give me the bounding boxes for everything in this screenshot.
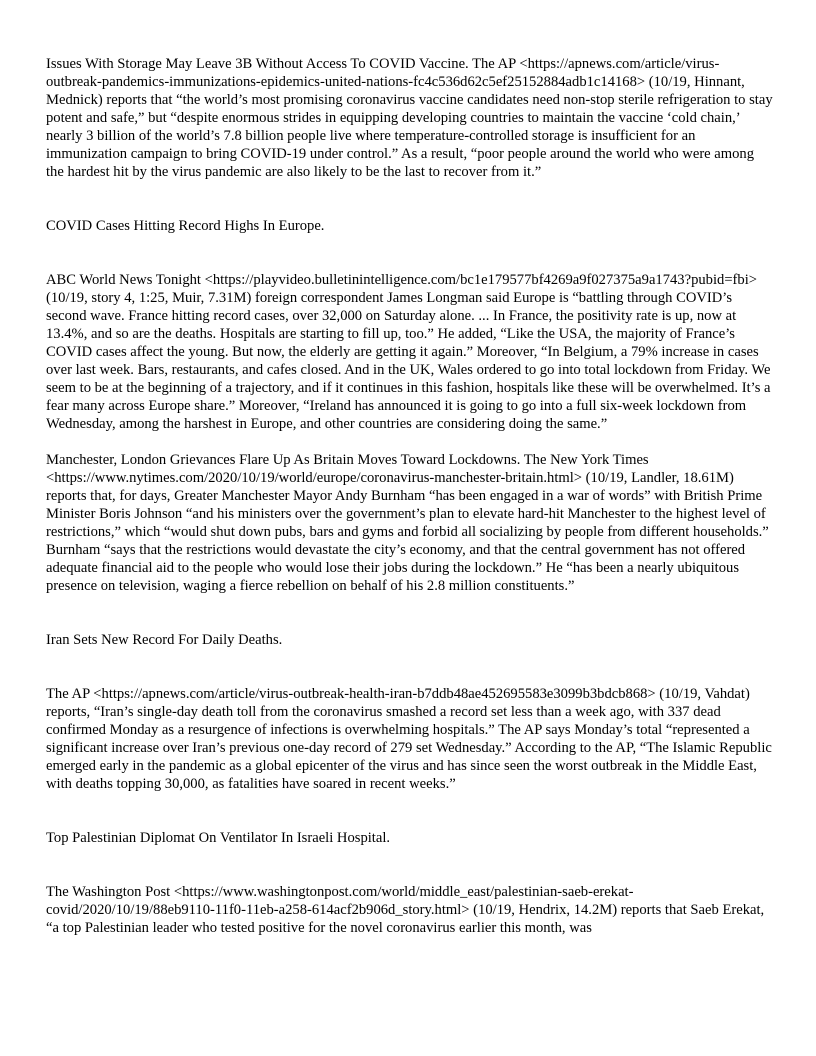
heading-palestinian-diplomat: Top Palestinian Diplomat On Ventilator In Israeli Hospital. [46,830,391,846]
spacer [46,181,774,217]
spacer [46,847,774,883]
heading-europe-cases: COVID Cases Hitting Record Highs In Europe. [46,218,325,234]
spacer [46,649,774,685]
paragraph-abc-europe: ABC World News Tonight <https://playvideo.bulletinintelligence.com/bc1e179577bf4269a9f027375a9a1743?pubid=fbi> (10/19, story 4, 1:25, Muir, 7.31M) foreign correspondent James Longman said Europe is “battling through COVID’s second wave. France hitting record cases, over 32,000 on Saturday alone. ... In France, the positivity rate is up, now at 13.4%, and so are the deaths. Hospitals are starting to fill up, too.” He added, “Like the USA, the majority of France’s COVID cases affect the young. But now, the elderly are getting it again.” Moreover, “In Belgium, a 79% increase in cases over last week. Bars, restaurants, and cafes closed. And in the UK, Wales ordered to go into total lockdown from Friday. We seem to be at the beginning of a trajectory, and if it continues in this fashion, hospitals like these will be overwhelmed. It’s a fear many across Europe share.” Moreover, “Ireland has announced it is going to go into a full six-week lockdown from Wednesday, among the harshest in Europe, and other countries are considering doing the same.” [46,272,771,432]
spacer [46,235,774,271]
document-page [46,55,774,937]
heading-iran-deaths: Iran Sets New Record For Daily Deaths. [46,632,283,648]
paragraph-vaccine-storage: Issues With Storage May Leave 3B Without Access To COVID Vaccine. The AP <https://apnews.com/article/virus-outbreak-pandemics-immunizations-epidemics-united-nations-fc4c536d62c5ef25152884adb1c14168> (10/19, Hinnant, Mednick) reports that “the world’s most promising coronavirus vaccine candidates need non-stop sterile refrigeration to stay potent and safe,” but “despite enormous strides in equipping developing countries to maintain the vaccine ‘cold chain,’ nearly 3 billion of the world’s 7.8 billion people live where temperature-controlled storage is insufficient for an immunization campaign to bring COVID-19 under control.” As a result, “poor people around the world who were among the hardest hit by the virus pandemic are also likely to be the last to recover from it.” [46,56,773,180]
paragraph-washington-post: The Washington Post <https://www.washingtonpost.com/world/middle_east/palestinian-saeb-erekat-covid/2020/10/19/88eb9110-11f0-11eb-a258-614acf2b906d_story.html> (10/19, Hendrix, 14.2M) reports that Saeb Erekat, “a top Palestinian leader who tested positive for the novel coronavirus earlier this month, was [46,884,765,936]
spacer [46,793,774,829]
paragraph-iran: The AP <https://apnews.com/article/virus-outbreak-health-iran-b7ddb48ae452695583e3099b3bdcb868> (10/19, Vahdat) reports, “Iran’s single-day death toll from the coronavirus smashed a record set less than a week ago, with 337 dead confirmed Monday as a resurgence of infections is overwhelming hospitals.” The AP says Monday’s total “represented a significant increase over Iran’s previous one-day record of 279 set Wednesday.” According to the AP, “The Islamic Republic emerged early in the pandemic as a global epicenter of the virus and has since seen the worst outbreak in the Middle East, with deaths topping 30,000, as fatalities have soared in recent weeks.” [46,686,772,792]
spacer [46,433,774,451]
spacer [46,595,774,631]
paragraph-manchester: Manchester, London Grievances Flare Up As Britain Moves Toward Lockdowns. The New York Times <https://www.nytimes.com/2020/10/19/world/europe/coronavirus-manchester-britain.html> (10/19, Landler, 18.61M) reports that, for days, Greater Manchester Mayor Andy Burnham “has been engaged in a war of words” with British Prime Minister Boris Johnson “and his ministers over the government’s plan to elevate hard-hit Manchester to the highest level of restrictions,” which “would shut down pubs, bars and gyms and forbid all socializing by people from different households.” Burnham “says that the restrictions would devastate the city’s economy, and that the central government has not offered adequate financial aid to the people who would lose their jobs during the lockdown.” He “has been a nearly ubiquitous presence on television, waging a fierce rebellion on behalf of his 2.8 million constituents.” [46,452,769,594]
